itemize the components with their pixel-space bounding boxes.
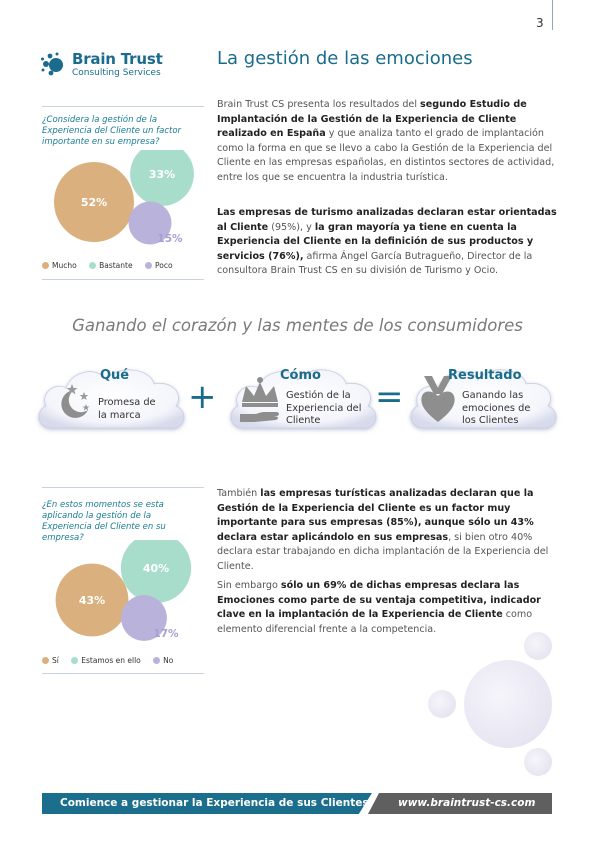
como-title: Cómo [280, 368, 321, 383]
equals-sign: = [375, 377, 404, 417]
chart-1-bottom-rule [42, 279, 204, 280]
resultado-title: Resultado [448, 368, 522, 383]
bubble-label: 52% [80, 196, 108, 209]
footer-url[interactable]: www.braintrust-cs.com [398, 797, 536, 809]
legend-label: Bastante [99, 261, 133, 270]
body-paragraph-2: Sin embargo sólo un 69% de dichas empresas declara las Emociones como parte de su ventaja competitiva, indicador clave en la implantación de la Experiencia de Cliente como elemento diferencial frente a la competencia. [217, 580, 541, 635]
legend-item [42, 656, 59, 665]
que-text: Promesa de la marca [98, 397, 156, 421]
legend-item [153, 656, 173, 665]
decorative-bubble [464, 660, 552, 748]
chart-2-question: ¿En estos momentos se esta aplicando la gestión de la Experiencia del Cliente en su empresa? [42, 500, 166, 543]
legend-label: Poco [154, 261, 173, 270]
como-text: Gestión de la Experiencia del Cliente [286, 390, 362, 426]
legend-item [71, 656, 141, 665]
chart-1-bubbles [42, 150, 207, 250]
decorative-bubble [524, 632, 552, 660]
bubble-label: 43% [78, 594, 106, 607]
chart-2-bubbles [42, 540, 207, 645]
moon-stars-icon [52, 380, 94, 422]
body-paragraph-1: También las empresas turísticas analizadas declaran que la Gestión de la Experiencia del Cliente es un factor muy importante para sus empresas (85%), aunque sólo un 43% declara estar aplicándolo en sus empresas, si bien otro 40% declara estar trabajando en dicha implantación de la Experiencia del Cliente. [217, 488, 549, 572]
footer-slogan: Comience a gestionar la Experiencia de sus Clientes [60, 797, 369, 809]
plus-sign: + [188, 377, 217, 417]
chart-2-top-rule [42, 487, 204, 488]
page-title: La gestión de las emociones [217, 48, 473, 69]
legend-item [145, 261, 173, 270]
legend-item [89, 261, 133, 270]
bubble-label: 15% [157, 233, 183, 245]
brain-trust-logo [40, 48, 190, 82]
legend-label: No [163, 656, 174, 665]
bubble-label: 17% [153, 628, 179, 640]
resultado-text: Ganando las emociones de los Clientes [462, 390, 531, 426]
bubble-label: 40% [142, 562, 170, 575]
intro-paragraph-2: Las empresas de turismo analizadas declaran estar orientadas al Cliente (95%), y la gran mayoría ya tiene en cuenta la Experiencia del Cliente en la definición de sus productos y servicios (76%), afirma Ángel García Butragueño, Director de la consultora Brain Trust CS en su división de Turismo y Ocio. [217, 207, 557, 277]
chart-1-legend [42, 261, 183, 270]
legend-item [42, 261, 77, 270]
brain-dots-icon [40, 50, 70, 80]
bubble-label: 33% [148, 168, 176, 181]
chart-2-bottom-rule [42, 673, 204, 674]
page-number: 3 [536, 16, 544, 30]
que-title: Qué [100, 368, 130, 383]
logo-name: Brain Trust [72, 50, 163, 68]
emotion-equation [0, 350, 595, 440]
section-title: Ganando el corazón y las mentes de los consumidores [72, 316, 523, 335]
intro-paragraph-1: Brain Trust CS presenta los resultados del segundo Estudio de Implantación de la Gestión de la Experiencia de Cliente realizado en España y que analiza tanto el grado de implantación como la forma en que se llevo a cabo la Gestión de la Experiencia del Cliente en las empresas españolas, en distintos sectores de actividad, entre los que se encuentra la industria turística. [217, 99, 555, 183]
chart-2-legend [42, 656, 183, 665]
legend-label: Mucho [52, 261, 77, 270]
chart-1-top-rule [42, 106, 204, 107]
legend-label: Sí [52, 656, 59, 665]
chart-1-question: ¿Considera la gestión de la Experiencia del Cliente un factor importante en su empresa? [42, 115, 182, 147]
legend-label: Estamos en ello [81, 656, 141, 665]
page-rule [552, 0, 553, 30]
logo-subtitle: Consulting Services [72, 68, 161, 78]
decorative-bubble [524, 748, 552, 776]
crown-hand-icon [236, 374, 284, 424]
decorative-bubble [428, 690, 456, 718]
